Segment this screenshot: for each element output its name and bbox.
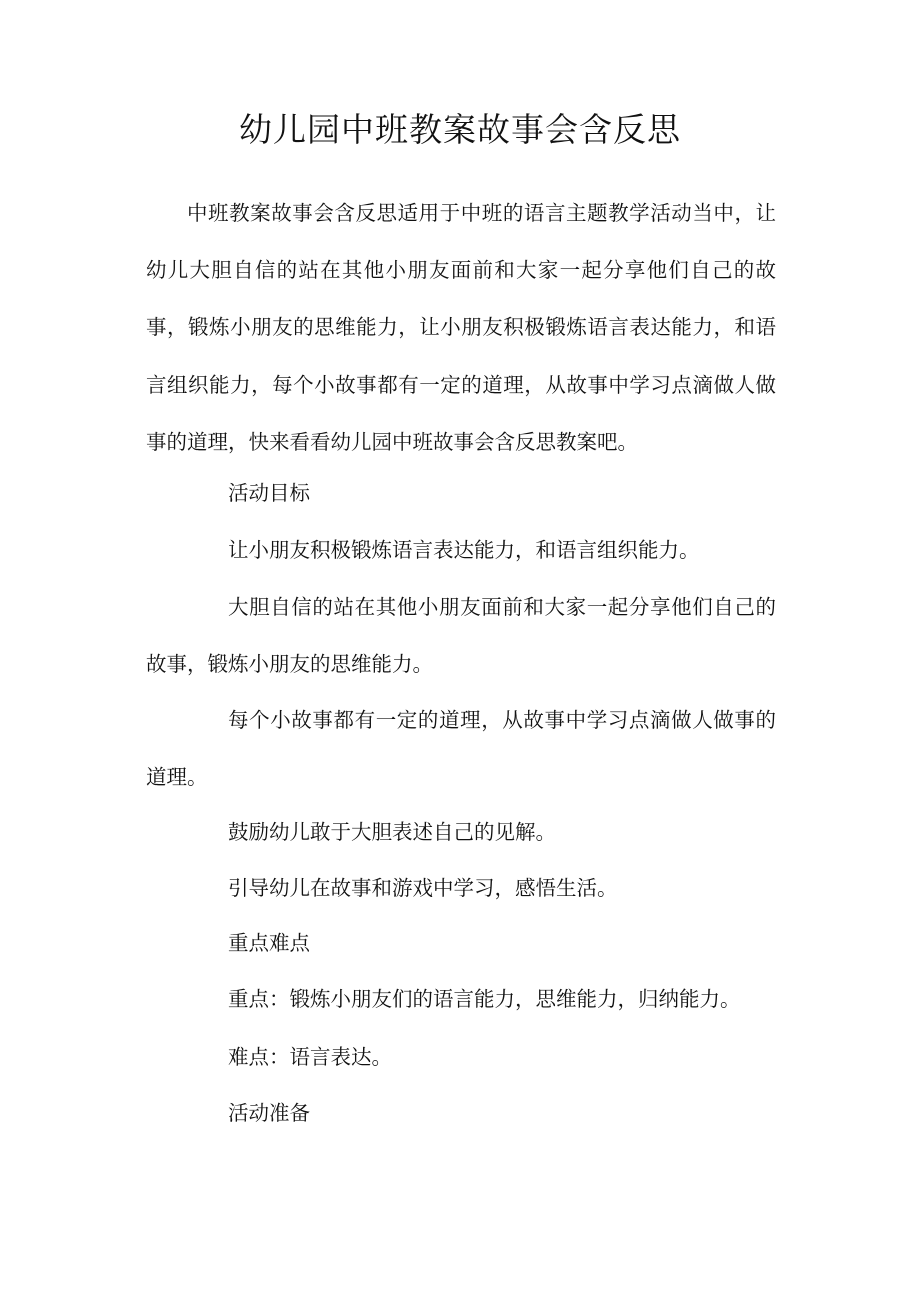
heading-key-points: 重点难点 [228,931,310,955]
key-point-item: 重点：锻炼小朋友们的语言能力，思维能力，归纳能力。 [228,987,741,1011]
goal-item: 每个小故事都有一定的道理，从故事中学习点滴做人做事的道理。 [146,708,776,789]
heading-activity-preparation: 活动准备 [228,1101,310,1125]
document-title: 幼儿园中班教案故事会含反思 [239,110,681,149]
goal-item: 鼓励幼儿敢于大胆表述自己的见解。 [228,820,556,844]
goal-item: 大胆自信的站在其他小朋友面前和大家一起分享他们自己的故事，锻炼小朋友的思维能力。 [146,595,776,676]
heading-activity-goals: 活动目标 [228,481,310,505]
difficulty-item: 难点：语言表达。 [228,1045,392,1069]
goal-item: 让小朋友积极锻炼语言表达能力，和语言组织能力。 [228,538,700,562]
intro-paragraph: 中班教案故事会含反思适用于中班的语言主题教学活动当中，让幼儿大胆自信的站在其他小朋友面前和大家一起分享他们自己的故事，锻炼小朋友的思维能力，让小朋友积极锻炼语言表达能力，和语言组织能力，每个小故事都有一定的道理，从故事中学习点滴做人做事的道理，快来看看幼儿园中班故事会含反思教案吧。 [146,201,776,454]
goal-item: 引导幼儿在故事和游戏中学习，感悟生活。 [228,876,618,900]
